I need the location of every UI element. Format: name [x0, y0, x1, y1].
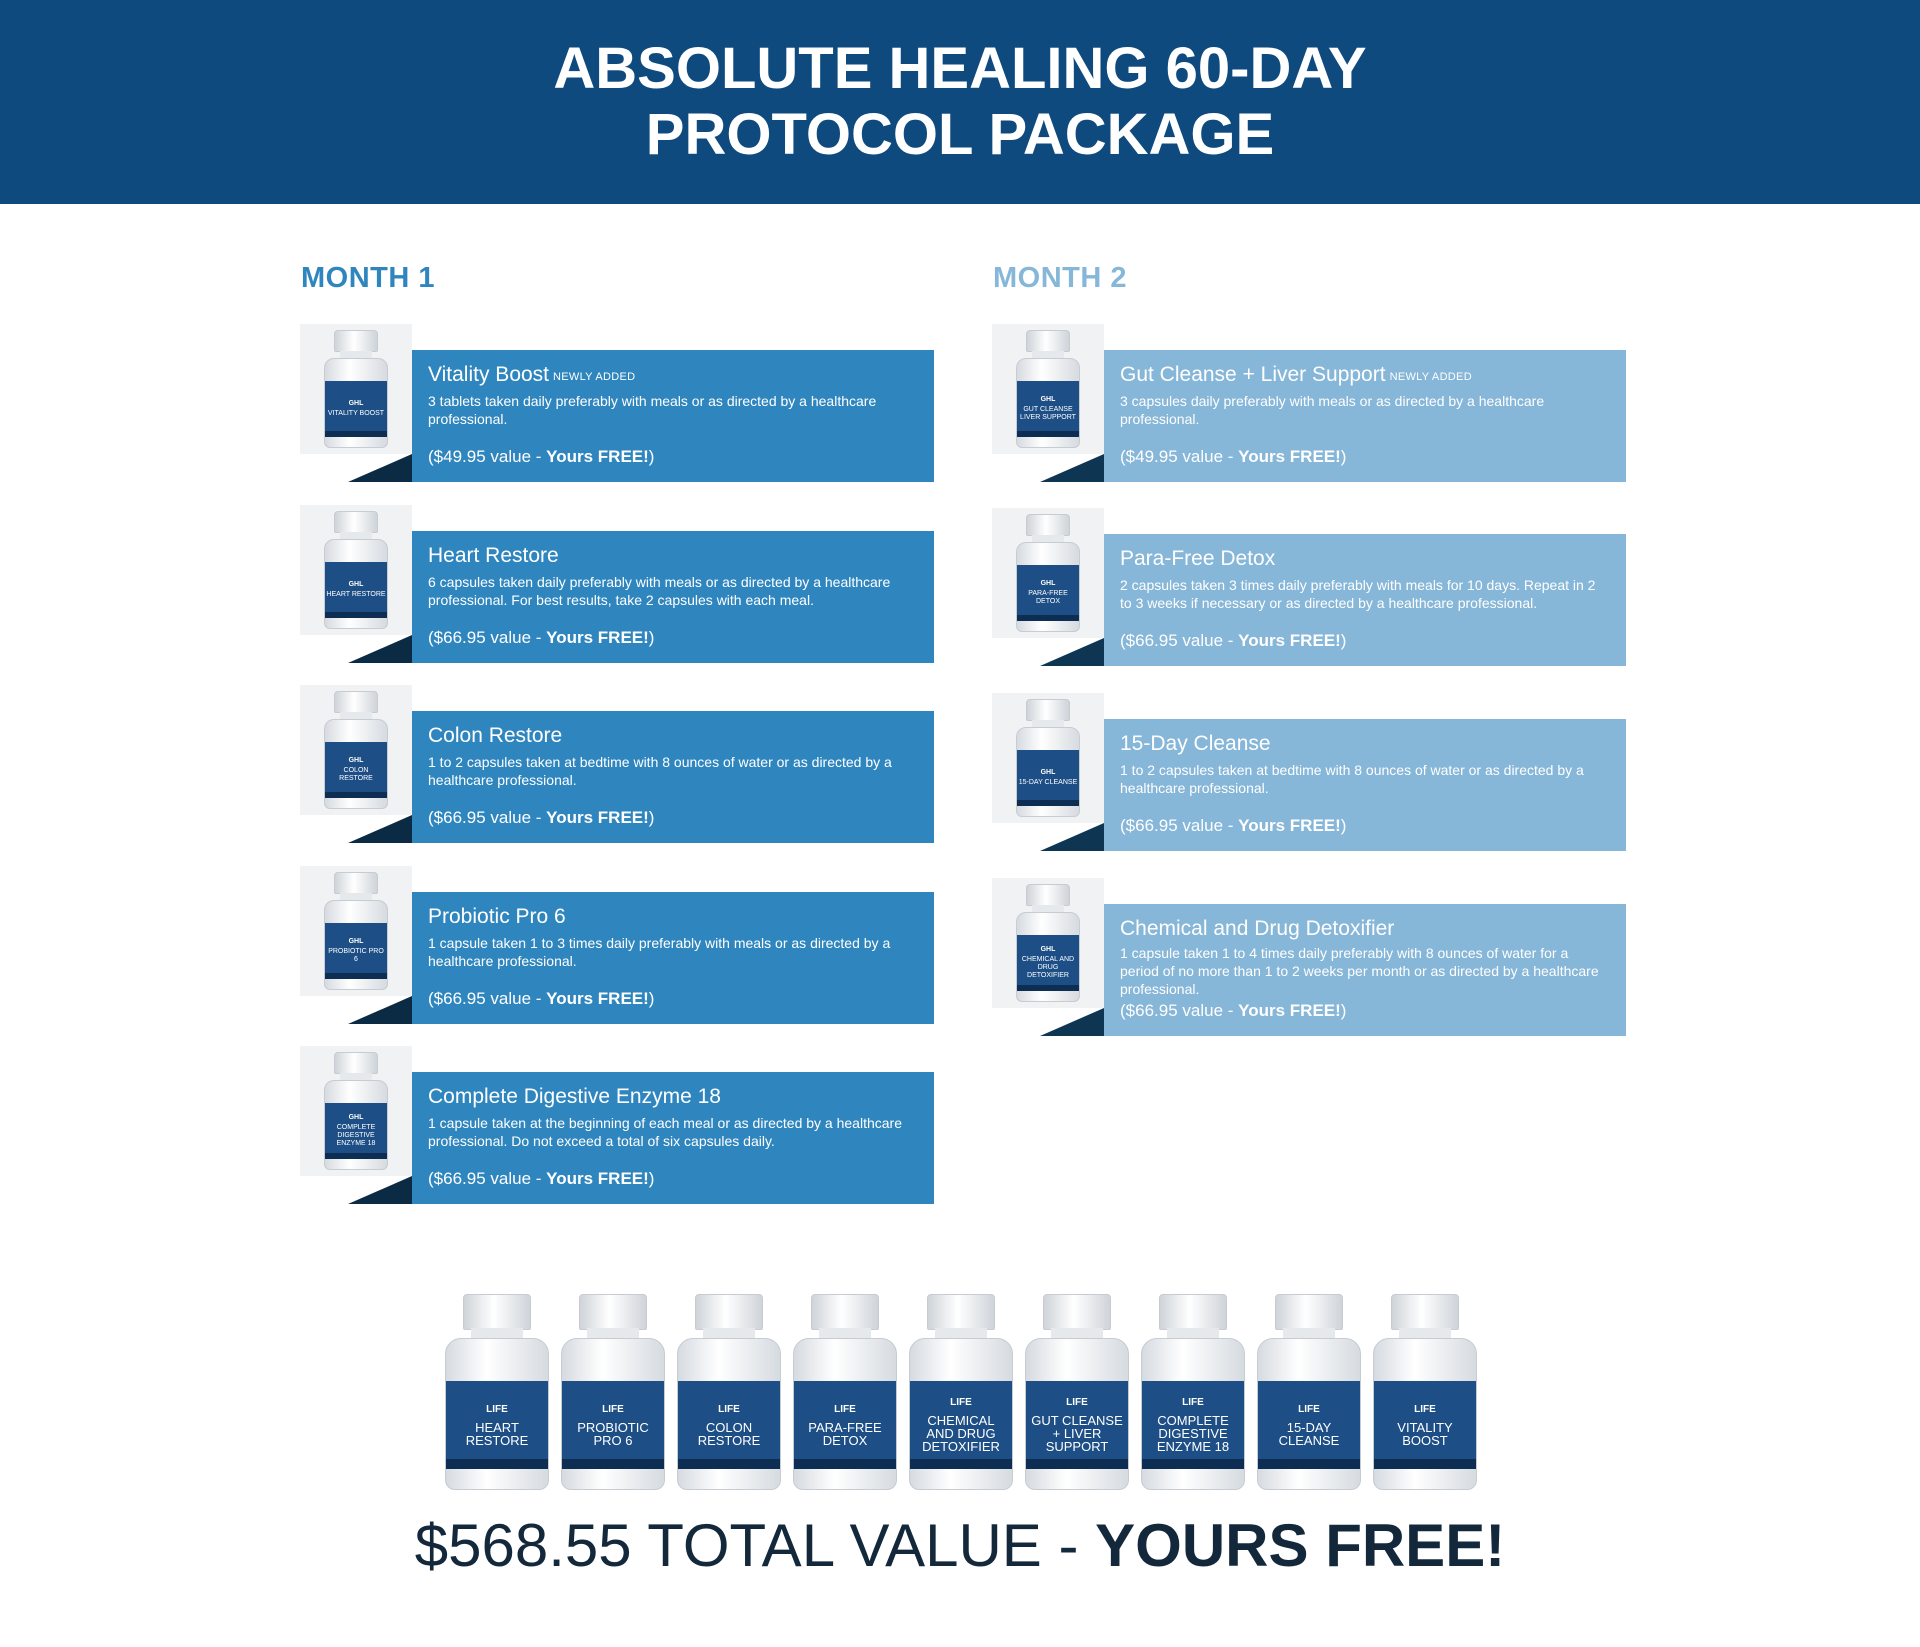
page-header — [0, 0, 1920, 204]
product-thumbnail — [992, 693, 1104, 823]
product-card-15-day-cleanse — [992, 693, 1626, 853]
product-name: Para-Free Detox — [1120, 547, 1276, 570]
product-price: ($66.95 value - Yours FREE!) — [1120, 816, 1347, 835]
bottle-icon: GHL CHEMICAL AND DRUG DETOXIFIER — [1014, 884, 1082, 1002]
product-name: 15-Day Cleanse — [1120, 732, 1271, 755]
bottle-icon: LIFE 15-DAY CLEANSE — [1255, 1294, 1363, 1490]
total-value-text: $568.55 TOTAL VALUE - — [414, 1512, 1096, 1579]
product-name: Complete Digestive Enzyme 18 — [428, 1085, 721, 1108]
product-thumbnail — [300, 1046, 412, 1176]
bottle-icon: GHL 15-DAY CLEANSE — [1014, 699, 1082, 817]
product-price: ($66.95 value - Yours FREE!) — [428, 1169, 655, 1188]
product-name: Gut Cleanse + Liver Support — [1120, 363, 1386, 386]
product-description: 2 capsules taken 3 times daily preferably with meals for 10 days. Repeat in 2 to 3 weeks if necessary or as directed by a healthcare professional. — [1120, 577, 1596, 611]
product-name: Chemical and Drug Detoxifier — [1120, 917, 1395, 940]
month-2-title: MONTH 2 — [993, 262, 1127, 294]
bottle-icon: LIFE CHEMICAL AND DRUG DETOXIFIER — [907, 1294, 1015, 1490]
product-panel — [1104, 904, 1626, 1036]
bottle-icon: LIFE COMPLETE DIGESTIVE ENZYME 18 — [1139, 1294, 1247, 1490]
total-free-text: YOURS FREE! — [1095, 1512, 1506, 1579]
product-card-colon-restore — [300, 685, 934, 845]
bottle-icon: LIFE HEART RESTORE — [443, 1294, 551, 1490]
product-description: 1 to 2 capsules taken at bedtime with 8 ounces of water or as directed by a healthcare professional. — [1120, 762, 1584, 796]
product-description: 3 tablets taken daily preferably with meals or as directed by a healthcare professional. — [428, 393, 877, 427]
product-card-probiotic-pro-6 — [300, 866, 934, 1026]
product-panel — [1104, 534, 1626, 666]
total-value-banner — [0, 1510, 1920, 1582]
product-price: ($66.95 value - Yours FREE!) — [1120, 1001, 1347, 1020]
product-price: ($49.95 value - Yours FREE!) — [1120, 447, 1347, 466]
product-price: ($66.95 value - Yours FREE!) — [428, 808, 655, 827]
ribbon-fold — [1040, 638, 1104, 666]
bottle-icon: GHL PARA-FREE DETOX — [1014, 514, 1082, 632]
product-thumbnail — [300, 505, 412, 635]
product-card-chemical-and-drug-detoxifier — [992, 878, 1626, 1038]
product-panel — [1104, 350, 1626, 482]
ribbon-fold — [348, 815, 412, 843]
product-panel — [412, 892, 934, 1024]
product-panel — [1104, 719, 1626, 851]
product-thumbnail — [992, 508, 1104, 638]
product-panel — [412, 1072, 934, 1204]
page-title: ABSOLUTE HEALING 60-DAY PROTOCOL PACKAGE — [553, 36, 1367, 167]
product-card-heart-restore — [300, 505, 934, 665]
bottle-icon: GHL PROBIOTIC PRO 6 — [322, 872, 390, 990]
ribbon-fold — [1040, 1008, 1104, 1036]
product-panel — [412, 531, 934, 663]
ribbon-fold — [348, 454, 412, 482]
product-name: Probiotic Pro 6 — [428, 905, 566, 928]
product-price: ($66.95 value - Yours FREE!) — [1120, 631, 1347, 650]
newly-added-badge: NEWLY ADDED — [1389, 371, 1472, 383]
product-thumbnail — [300, 866, 412, 996]
bottle-icon: GHL HEART RESTORE — [322, 511, 390, 629]
product-card-vitality-boost — [300, 324, 934, 484]
product-panel — [412, 711, 934, 843]
bottle-icon: LIFE COLON RESTORE — [675, 1294, 783, 1490]
product-price: ($66.95 value - Yours FREE!) — [428, 628, 655, 647]
product-bottles-row — [443, 1290, 1479, 1490]
ribbon-fold — [348, 996, 412, 1024]
bottle-icon: LIFE PARA-FREE DETOX — [791, 1294, 899, 1490]
product-description: 1 capsule taken at the beginning of each meal or as directed by a healthcare professional. Do not exceed a total of six capsules daily. — [428, 1115, 902, 1149]
product-thumbnail — [992, 324, 1104, 454]
bottle-icon: LIFE GUT CLEANSE + LIVER SUPPORT — [1023, 1294, 1131, 1490]
product-card-gut-cleanse-liver-support — [992, 324, 1626, 484]
product-name: Heart Restore — [428, 544, 559, 567]
bottle-icon: LIFE PROBIOTIC PRO 6 — [559, 1294, 667, 1490]
newly-added-badge: NEWLY ADDED — [553, 371, 636, 383]
product-name: Vitality Boost — [428, 363, 550, 386]
ribbon-fold — [1040, 454, 1104, 482]
month-1-title: MONTH 1 — [301, 262, 435, 294]
product-description: 1 to 2 capsules taken at bedtime with 8 ounces of water or as directed by a healthcare professional. — [428, 754, 892, 788]
ribbon-fold — [1040, 823, 1104, 851]
ribbon-fold — [348, 1176, 412, 1204]
bottle-icon: GHL GUT CLEANSE LIVER SUPPORT — [1014, 330, 1082, 448]
product-description: 6 capsules taken daily preferably with meals or as directed by a healthcare professional. For best results, take 2 capsules with each meal. — [428, 574, 891, 608]
product-price: ($66.95 value - Yours FREE!) — [428, 989, 655, 1008]
product-description: 1 capsule taken 1 to 4 times daily preferably with 8 ounces of water for a period of no more than 1 to 2 weeks per month or as directed by a healthcare professional. — [1120, 945, 1599, 997]
product-price: ($49.95 value - Yours FREE!) — [428, 447, 655, 466]
product-card-complete-digestive-enzyme-18 — [300, 1046, 934, 1206]
product-panel — [412, 350, 934, 482]
bottle-icon: GHL VITALITY BOOST — [322, 330, 390, 448]
bottle-icon: LIFE VITALITY BOOST — [1371, 1294, 1479, 1490]
product-thumbnail — [300, 685, 412, 815]
product-thumbnail — [300, 324, 412, 454]
product-card-para-free-detox — [992, 508, 1626, 668]
product-description: 1 capsule taken 1 to 3 times daily preferably with meals or as directed by a healthcare professional. — [428, 935, 891, 969]
product-description: 3 capsules daily preferably with meals or as directed by a healthcare professional. — [1120, 393, 1545, 427]
ribbon-fold — [348, 635, 412, 663]
bottle-icon: GHL COLON RESTORE — [322, 691, 390, 809]
product-name: Colon Restore — [428, 724, 563, 747]
product-thumbnail — [992, 878, 1104, 1008]
bottle-icon: GHL COMPLETE DIGESTIVE ENZYME 18 — [322, 1052, 390, 1170]
